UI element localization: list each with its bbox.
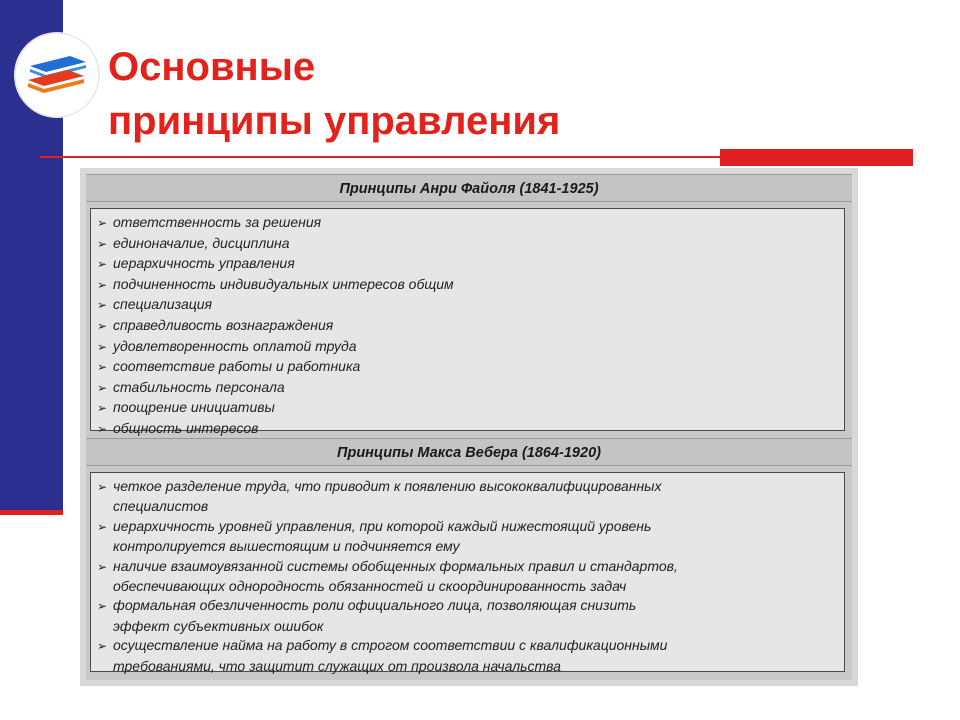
arrow-bullet-icon: ➢	[97, 559, 108, 574]
left-sidebar-red-stripe	[0, 510, 63, 515]
arrow-bullet-icon: ➢	[97, 380, 108, 395]
fayol-principle-text: ответственность за решения	[113, 214, 322, 230]
slide-title-line-1: Основные	[108, 45, 316, 89]
arrow-bullet-icon: ➢	[97, 360, 108, 375]
principles-table	[86, 174, 852, 680]
fayol-principle-item	[97, 419, 838, 440]
arrow-bullet-icon: ➢	[97, 599, 108, 614]
fayol-header: Принципы Анри Файоля (1841-1925)	[86, 174, 852, 202]
principles-table-image	[80, 168, 858, 686]
arrow-bullet-icon: ➢	[97, 639, 108, 654]
arrow-bullet-icon: ➢	[97, 236, 108, 251]
weber-principle-text: иерархичность уровней управления, при которой каждый нижестоящий уровень	[113, 517, 652, 534]
title-underline	[40, 156, 730, 158]
fayol-principle-item	[97, 234, 838, 255]
fayol-principle-text: поощрение инициативы	[113, 399, 275, 416]
arrow-bullet-icon: ➢	[97, 216, 108, 230]
weber-principle-text: формальная обезличенность роли официального лица, позволяющая снизить	[113, 597, 637, 614]
fayol-principles-list	[97, 213, 838, 440]
weber-principle-text: осуществление найма на работу в строгом соответствии с квалификационными	[113, 637, 668, 654]
weber-principle-item	[97, 477, 838, 517]
fayol-principle-text: стабильность персонала	[113, 378, 285, 395]
weber-principles-list	[97, 477, 838, 676]
fayol-principle-text: справедливость вознаграждения	[113, 316, 334, 333]
weber-principle-item	[97, 636, 838, 676]
slide-title-line-2: принципы управления	[108, 99, 561, 143]
arrow-bullet-icon: ➢	[97, 298, 108, 313]
slide-title	[108, 40, 560, 148]
fayol-principle-item	[97, 295, 838, 316]
weber-principle-text: наличие взаимоувязанной системы обобщенных формальных правил и стандартов,	[113, 557, 678, 574]
weber-principle-item	[97, 517, 838, 557]
fayol-principle-item	[97, 316, 838, 337]
arrow-bullet-icon: ➢	[97, 519, 108, 534]
weber-principle-text-continued: обеспечивающих однородность обязанностей и скоординированность задач	[113, 578, 627, 595]
arrow-bullet-icon: ➢	[97, 401, 108, 416]
fayol-principle-text: иерархичность управления	[113, 255, 295, 272]
arrow-bullet-icon: ➢	[97, 421, 108, 436]
weber-header: Принципы Макса Вебера (1864-1920)	[86, 438, 852, 466]
weber-principle-text-continued: контролируется вышестоящим и подчиняется ему	[113, 538, 460, 555]
arrow-bullet-icon: ➢	[97, 339, 108, 354]
fayol-principle-text: удовлетворенность оплатой труда	[113, 337, 357, 354]
fayol-principle-text: общность интересов	[113, 419, 259, 436]
weber-principles-panel	[90, 472, 845, 672]
title-accent-bar	[720, 149, 913, 166]
weber-principle-text-continued: требованиями, что защитит служащих от произвола начальства	[113, 657, 561, 674]
fayol-principle-item	[97, 378, 838, 399]
weber-principle-text-continued: эффект субъективных ошибок	[113, 617, 324, 634]
weber-principle-text: четкое разделение труда, что приводит к появлению высококвалифицированных	[113, 478, 662, 494]
fayol-principle-item	[97, 398, 838, 419]
weber-principle-item	[97, 557, 838, 597]
fayol-principle-item	[97, 275, 838, 296]
arrow-bullet-icon: ➢	[97, 480, 108, 494]
fayol-principle-item	[97, 337, 838, 358]
arrow-bullet-icon: ➢	[97, 318, 108, 333]
fayol-principle-item	[97, 254, 838, 275]
stacked-books-logo-icon	[14, 32, 100, 118]
weber-principle-item	[97, 596, 838, 636]
fayol-principles-panel	[90, 208, 845, 436]
fayol-principle-text: специализация	[113, 296, 212, 313]
arrow-bullet-icon: ➢	[97, 277, 108, 292]
arrow-bullet-icon: ➢	[97, 257, 108, 272]
fayol-principle-text: единоначалие, дисциплина	[113, 234, 290, 251]
fayol-principle-item	[97, 213, 838, 234]
fayol-principle-item	[97, 357, 838, 378]
fayol-principle-text: соответствие работы и работника	[113, 358, 361, 375]
weber-principle-text-continued: специалистов	[113, 498, 209, 515]
fayol-principle-text: подчиненность индивидуальных интересов общим	[113, 275, 454, 292]
